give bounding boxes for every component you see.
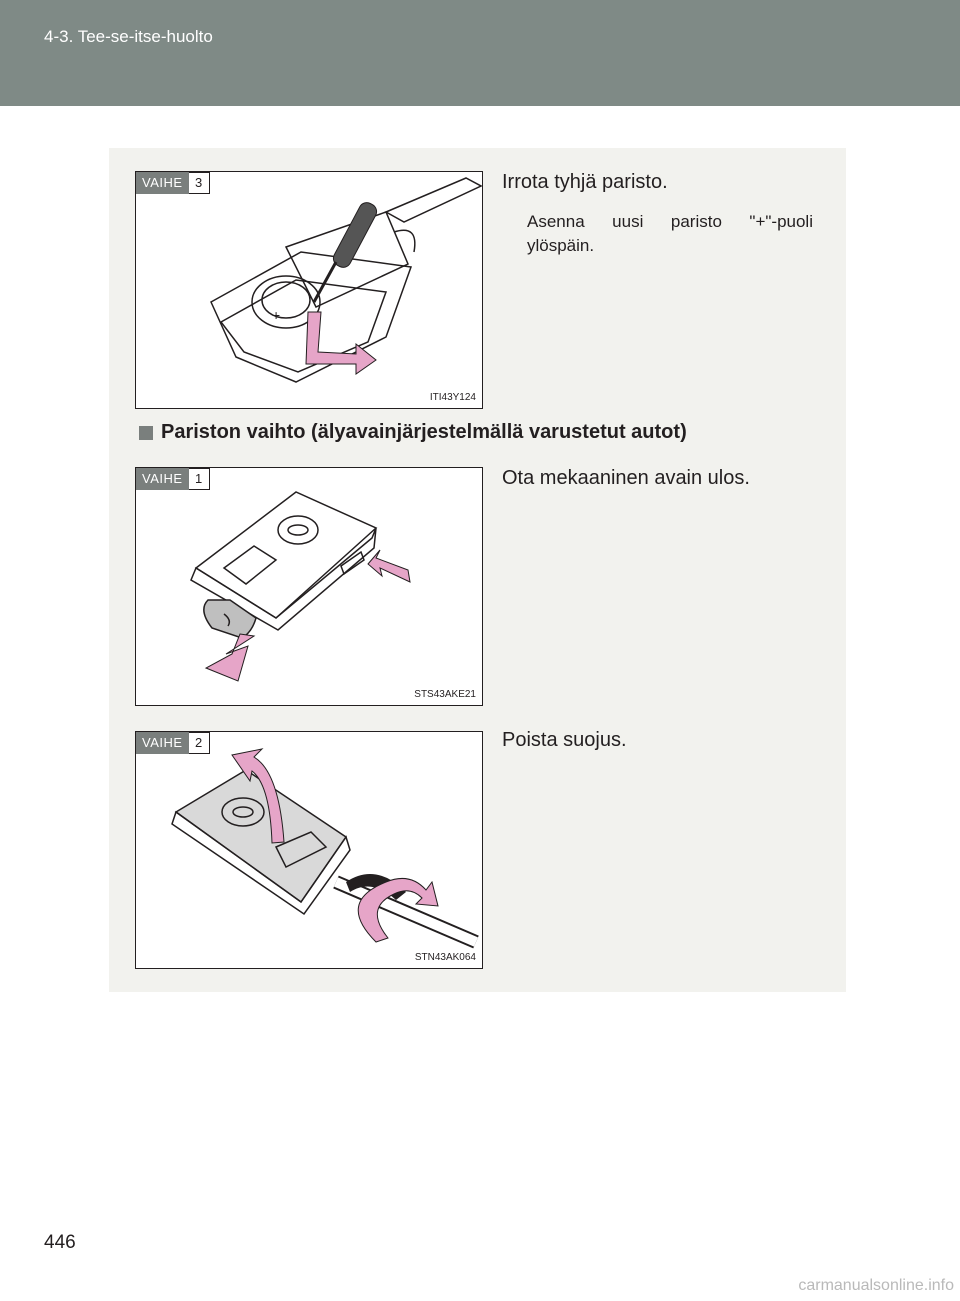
step-number: 1: [189, 468, 210, 490]
remove-cover-illustration: [136, 732, 482, 968]
chapter-title: 4-3. Tee-se-itse-huolto: [44, 27, 213, 46]
figure-battery-removal: [135, 171, 483, 409]
page-header: [0, 0, 960, 106]
step-instruction: Ota mekaaninen avain ulos.: [502, 467, 750, 489]
page-number: 446: [44, 1232, 76, 1253]
step-badge: [136, 172, 210, 194]
step-label: VAIHE: [136, 468, 189, 490]
step-instruction: Irrota tyhjä paristo.: [502, 171, 668, 193]
figure-code: STS43AKE21: [414, 689, 476, 700]
section-heading: [139, 421, 687, 444]
step-label: VAIHE: [136, 732, 189, 754]
step-note: Asenna uusi paristo "+"-puoli ylöspäin.: [527, 212, 813, 255]
watermark: carmanualsonline.info: [798, 1277, 954, 1294]
svg-text:+: +: [272, 307, 281, 323]
step-number: 3: [189, 172, 210, 194]
step-badge: [136, 468, 210, 490]
figure-remove-cover: [135, 731, 483, 969]
step-instruction: Poista suojus.: [502, 729, 627, 751]
figure-remove-key: [135, 467, 483, 706]
step-label: VAIHE: [136, 172, 189, 194]
step-number: 2: [189, 732, 210, 754]
figure-code: STN43AK064: [414, 952, 476, 963]
section-title: Pariston vaihto (älyavainjärjestelmällä varustetut autot): [161, 421, 687, 443]
figure-code: ITI43Y124: [429, 392, 476, 403]
battery-removal-illustration: [136, 172, 482, 408]
step-badge: [136, 732, 210, 754]
remove-key-illustration: [136, 468, 482, 705]
section-bullet-icon: [139, 426, 153, 440]
